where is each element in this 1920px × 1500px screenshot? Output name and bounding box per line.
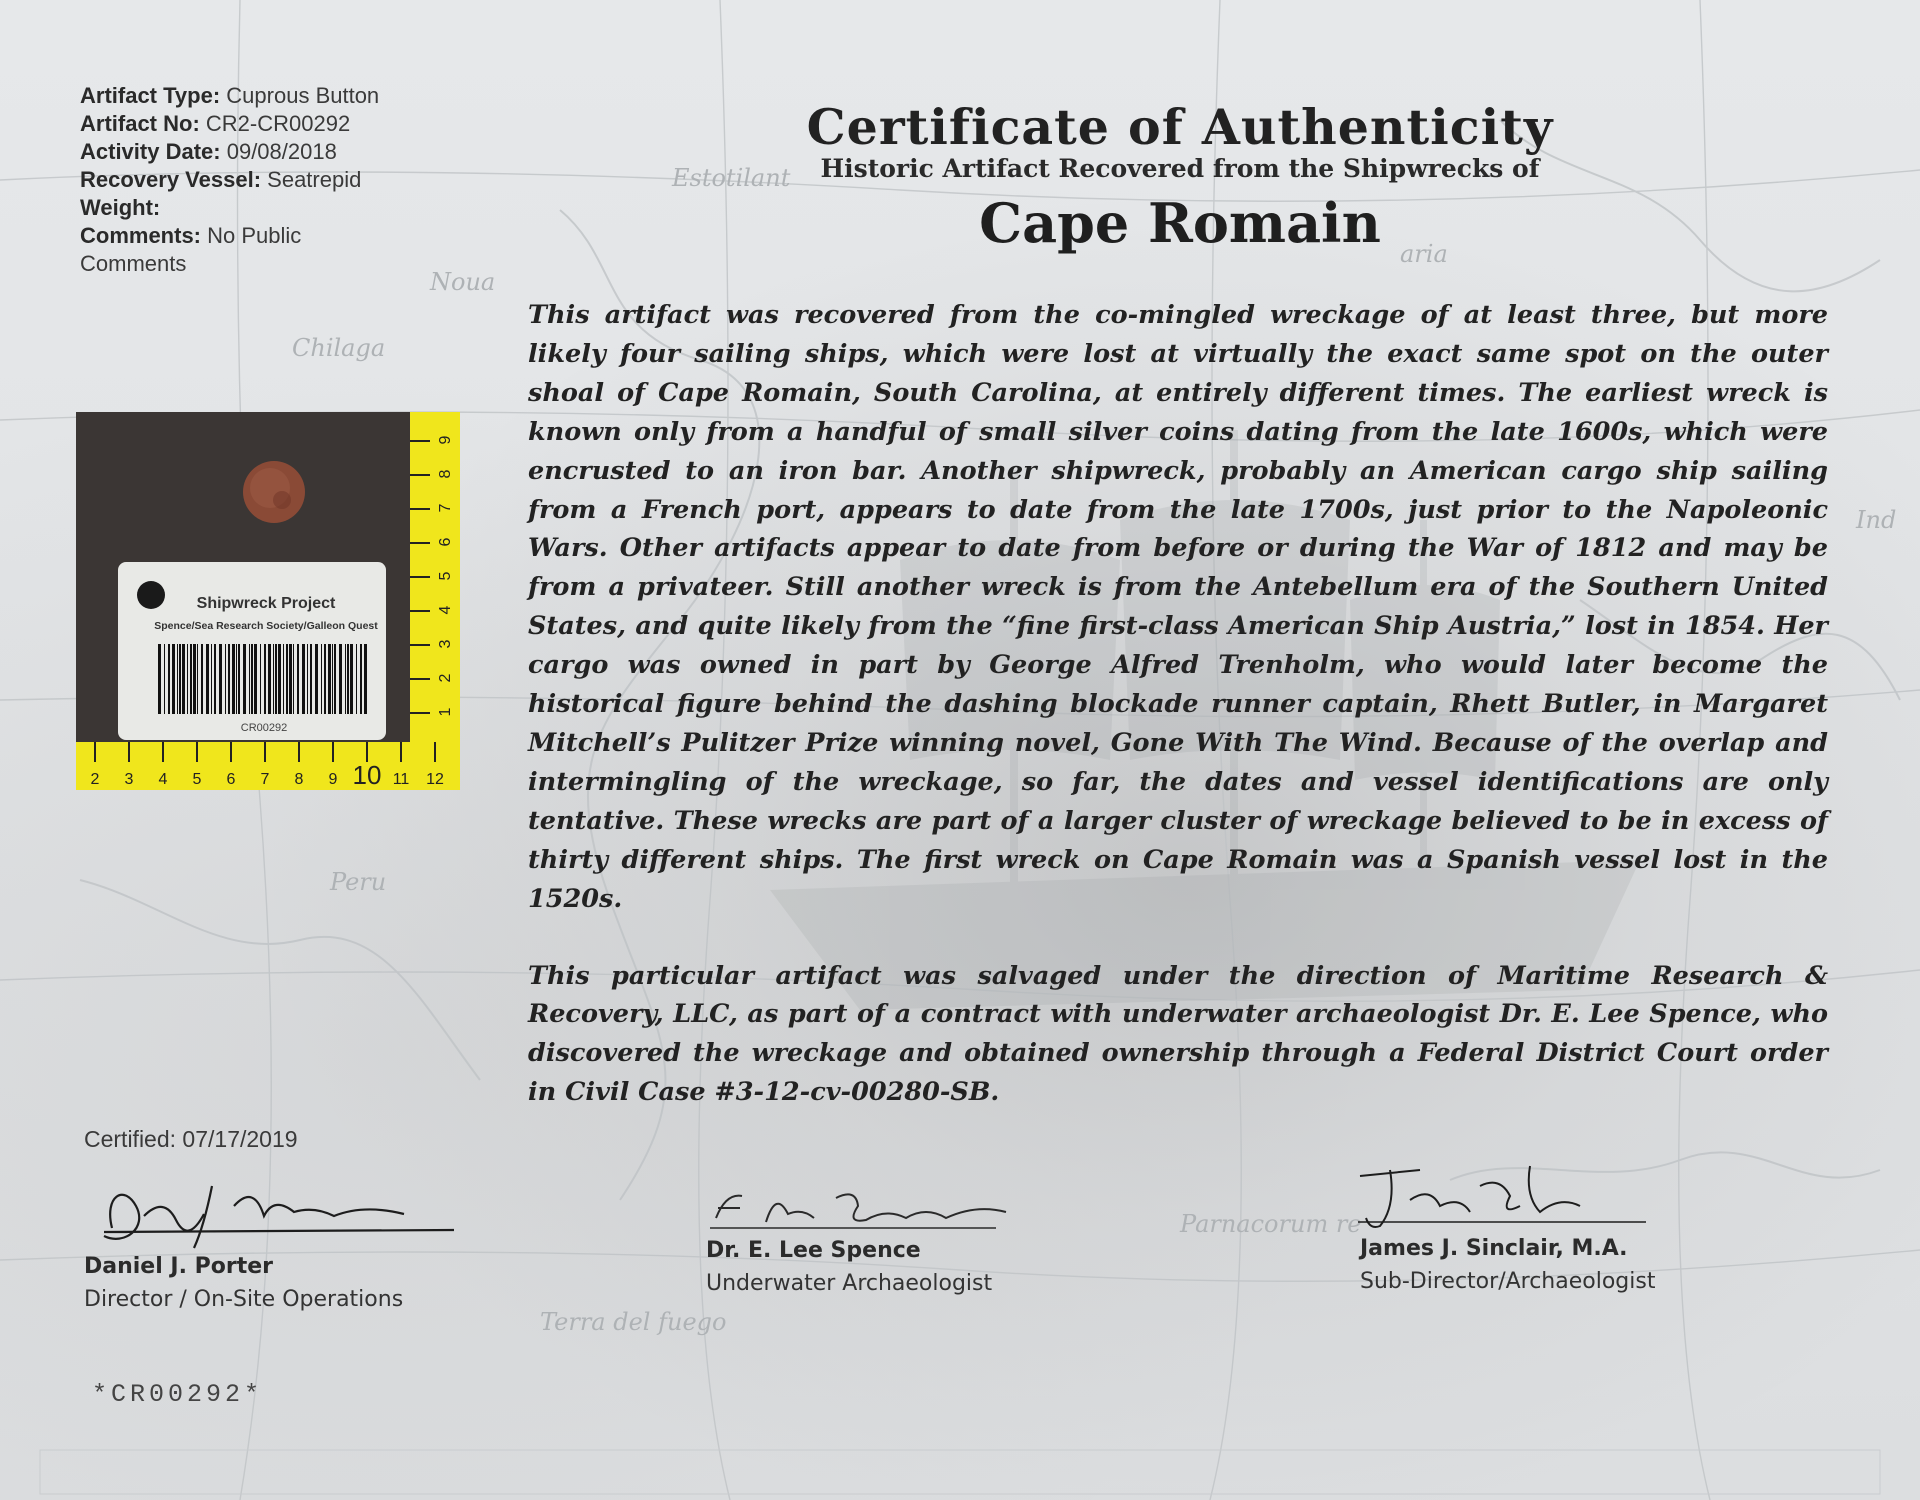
barcode-bar — [236, 644, 237, 714]
ruler-number: 1 — [437, 707, 454, 717]
ruler-tick — [298, 742, 300, 762]
barcode-bar — [225, 644, 226, 714]
weight-row — [80, 194, 500, 222]
ruler-number: 2 — [90, 771, 100, 788]
barcode-bar — [356, 644, 357, 714]
label-code: CR00292 — [240, 722, 288, 734]
barcode-bar — [289, 644, 292, 714]
activity-date-row — [80, 138, 500, 166]
ruler-number: 8 — [294, 771, 304, 788]
barcode-bar — [187, 644, 188, 714]
barcode-bar — [214, 644, 216, 714]
barcode-bar — [273, 644, 274, 714]
barcode-bar — [254, 644, 257, 714]
signer-role: Underwater Archaeologist — [706, 1271, 993, 1296]
barcode-bar — [347, 644, 349, 714]
artifact-type-value: Cuprous Button — [226, 83, 380, 108]
comments-label: Comments: — [80, 223, 202, 248]
label-hole — [137, 581, 165, 609]
ruler-number: 10 — [352, 760, 382, 790]
ruler-tick — [410, 644, 430, 646]
ruler-tick — [410, 610, 430, 612]
barcode-bar — [321, 644, 322, 714]
ruler-number: 7 — [437, 503, 454, 513]
ruler-tick — [410, 576, 430, 578]
map-label: aria — [1400, 240, 1448, 268]
barcode-bar — [251, 644, 253, 714]
barcode-bar — [332, 644, 333, 714]
ruler-tick — [434, 742, 436, 762]
comments-value: No Public Comments — [80, 223, 302, 276]
barcode-bar — [197, 644, 198, 714]
ruler-tick — [366, 742, 368, 762]
barcode-bar — [297, 644, 299, 714]
barcode-bar — [206, 644, 209, 714]
signature-spence — [706, 1238, 992, 1296]
ruler-tick — [410, 542, 430, 544]
artifact-no-row — [80, 110, 500, 138]
signer-role: Sub-Director/Archaeologist — [1360, 1269, 1656, 1294]
ruler-tick — [94, 742, 96, 762]
ruler-tick — [410, 508, 430, 510]
artifact-no-value: CR2-CR00292 — [205, 111, 351, 136]
label-title: Shipwreck Project — [196, 595, 336, 612]
barcode-bar — [232, 644, 235, 714]
barcode-bar — [190, 644, 192, 714]
barcode-bar — [243, 644, 246, 714]
signature-image-sinclair — [1350, 1156, 1650, 1236]
barcode-bar — [307, 644, 308, 714]
comments-row — [80, 222, 410, 278]
barcode-bar — [219, 644, 222, 714]
certificate-title: Certificate of Authenticity — [806, 98, 1554, 156]
ruler-number: 3 — [437, 639, 454, 649]
ruler-tick — [332, 742, 334, 762]
barcode-bar — [228, 644, 230, 714]
certificate-subtitle: Historic Artifact Recovered from the Shipwrecks of — [820, 154, 1540, 183]
barcode-bar — [268, 644, 271, 714]
ruler-number: 2 — [437, 673, 454, 683]
barcode-bar — [264, 644, 266, 714]
certificate-body — [528, 296, 1828, 1112]
barcode-bar — [249, 644, 250, 714]
barcode-bar — [168, 644, 170, 714]
barcode-bar — [324, 644, 326, 714]
ruler-number: 12 — [426, 771, 444, 788]
barcode-bar — [364, 644, 367, 714]
ruler-number: 9 — [437, 435, 454, 445]
ruler-tick — [230, 742, 232, 762]
barcode-bar — [310, 644, 312, 714]
signature-sinclair — [1360, 1236, 1655, 1294]
barcode-bar — [179, 644, 181, 714]
weight-label: Weight: — [80, 195, 161, 220]
ruler-tick — [264, 742, 266, 762]
ruler-number: 4 — [437, 605, 454, 615]
ruler-number: 4 — [158, 771, 168, 788]
recovery-vessel-value: Seatrepid — [267, 167, 362, 192]
barcode-bar — [328, 644, 331, 714]
ruler-number: 11 — [392, 771, 410, 788]
barcode-bar — [177, 644, 178, 714]
certified-date: Certified: 07/17/2019 — [84, 1126, 298, 1152]
body-paragraph-1: This artifact was recovered from the co-mingled wreckage of at least three, but more likely four sailing ships, which were lost at virtually the exact same spot on the outer shoal of Cape Romain, South Carolina, at entirely different times. The earliest wreck is known only from a handful of small silver coins dating from the late 1600s, which were encrusted to an iron bar. Another shipwreck, probably an American cargo ship sailing from a French port, appears to date from the late 1700s, just prior to the Napoleonic Wars. Other artifacts appear to date from before or during the War of 1812 and may be from a privateer. Still another wreck is from the Antebellum era of the Southern United States, and quite likely from the “fine first-class American Ship Austria,” lost in 1854. Her cargo was owned in part by George Alfred Trenholm, who would later become the historical figure behind the dashing blockade runner captain, Rhett Butler, in Margaret Mitchell’s Pulitzer Prize winning novel, Gone With The Wind. Because of the overlap and intermingling of the wreckage, so far, the dates and vessel identifications are only tentative. These wrecks are part of a larger cluster of wreckage believed to be in excess of thirty different ships. The first wreck on Cape Romain was a Spanish vessel lost in the 1520s. — [528, 300, 1828, 914]
artifact-info — [80, 82, 500, 278]
location-title: Cape Romain — [979, 191, 1381, 255]
barcode-bar — [286, 644, 288, 714]
ruler-number: 9 — [328, 771, 338, 788]
ruler-tick — [162, 742, 164, 762]
body-paragraph-2: This particular artifact was salvaged under the direction of Maritime Research & Recovery, LLC, as part of a contract with underwater archaeologist Dr. E. Lee Spence, who discovered the wreckage and obtained ownership through a Federal District Court order in Civil Case #3-12-cv-00280-SB. — [528, 960, 1828, 1108]
barcode-bar — [182, 644, 185, 714]
ruler-number: 5 — [192, 771, 202, 788]
ruler-tick — [410, 440, 430, 442]
ruler-number: 6 — [226, 771, 236, 788]
barcode-bar — [283, 644, 284, 714]
ruler-number: 6 — [437, 537, 454, 547]
ruler-number: 7 — [260, 771, 270, 788]
ruler-tick — [128, 742, 130, 762]
activity-date-label: Activity Date: — [80, 139, 221, 164]
barcode-bar — [275, 644, 277, 714]
map-label: Peru — [330, 868, 387, 896]
barcode-bar — [158, 644, 161, 714]
map-label: Estotilant — [672, 164, 791, 192]
barcode-bar — [302, 644, 305, 714]
map-label: Parnacorum re — [1180, 1210, 1362, 1238]
map-label: Chilaga — [292, 334, 386, 362]
signature-image-spence — [706, 1178, 1026, 1238]
ruler-tick — [196, 742, 198, 762]
barcode-bar — [278, 644, 281, 714]
ruler-number: 3 — [124, 771, 134, 788]
barcode-bar — [193, 644, 196, 714]
ruler-tick — [410, 678, 430, 680]
ruler-tick — [400, 742, 402, 762]
barcode-bar — [345, 644, 346, 714]
barcode-bar — [339, 644, 342, 714]
signer-name: Dr. E. Lee Spence — [706, 1238, 921, 1263]
ruler-number: 8 — [437, 469, 454, 479]
barcode-bar — [238, 644, 240, 714]
barcode-bar — [334, 644, 336, 714]
header — [620, 98, 1740, 255]
artifact-type-label: Artifact Type: — [80, 83, 221, 108]
barcode-bar — [293, 644, 294, 714]
map-label: Noua — [430, 268, 496, 296]
barcode-bar — [211, 644, 212, 714]
barcode-bar — [350, 644, 353, 714]
recovery-vessel-row — [80, 166, 500, 194]
map-label: Terra del fuego — [540, 1308, 727, 1336]
ruler-number: 5 — [437, 571, 454, 581]
barcode-bar — [260, 644, 261, 714]
signer-name: James J. Sinclair, M.A. — [1360, 1236, 1628, 1261]
signature-porter — [84, 1254, 403, 1312]
signature-image-porter — [84, 1176, 464, 1256]
signer-name: Daniel J. Porter — [84, 1254, 274, 1279]
activity-date-value: 09/08/2018 — [226, 139, 337, 164]
barcode-bar — [172, 644, 175, 714]
artifact-photo — [76, 412, 460, 790]
ruler-tick — [410, 712, 430, 714]
signer-role: Director / On-Site Operations — [84, 1287, 404, 1312]
artifact-type-row — [80, 82, 500, 110]
barcode-bar — [360, 644, 362, 714]
barcode-bar — [315, 644, 318, 714]
barcode-bar — [201, 644, 203, 714]
map-label: Ind — [1856, 506, 1897, 534]
artifact-no-label: Artifact No: — [80, 111, 200, 136]
ruler-tick — [410, 474, 430, 476]
certificate-code: *CR00292* — [92, 1380, 264, 1409]
barcode-bar — [164, 644, 165, 714]
label-org: Spence/Sea Research Society/Galleon Quest — [154, 620, 378, 632]
recovery-vessel-label: Recovery Vessel: — [80, 167, 262, 192]
